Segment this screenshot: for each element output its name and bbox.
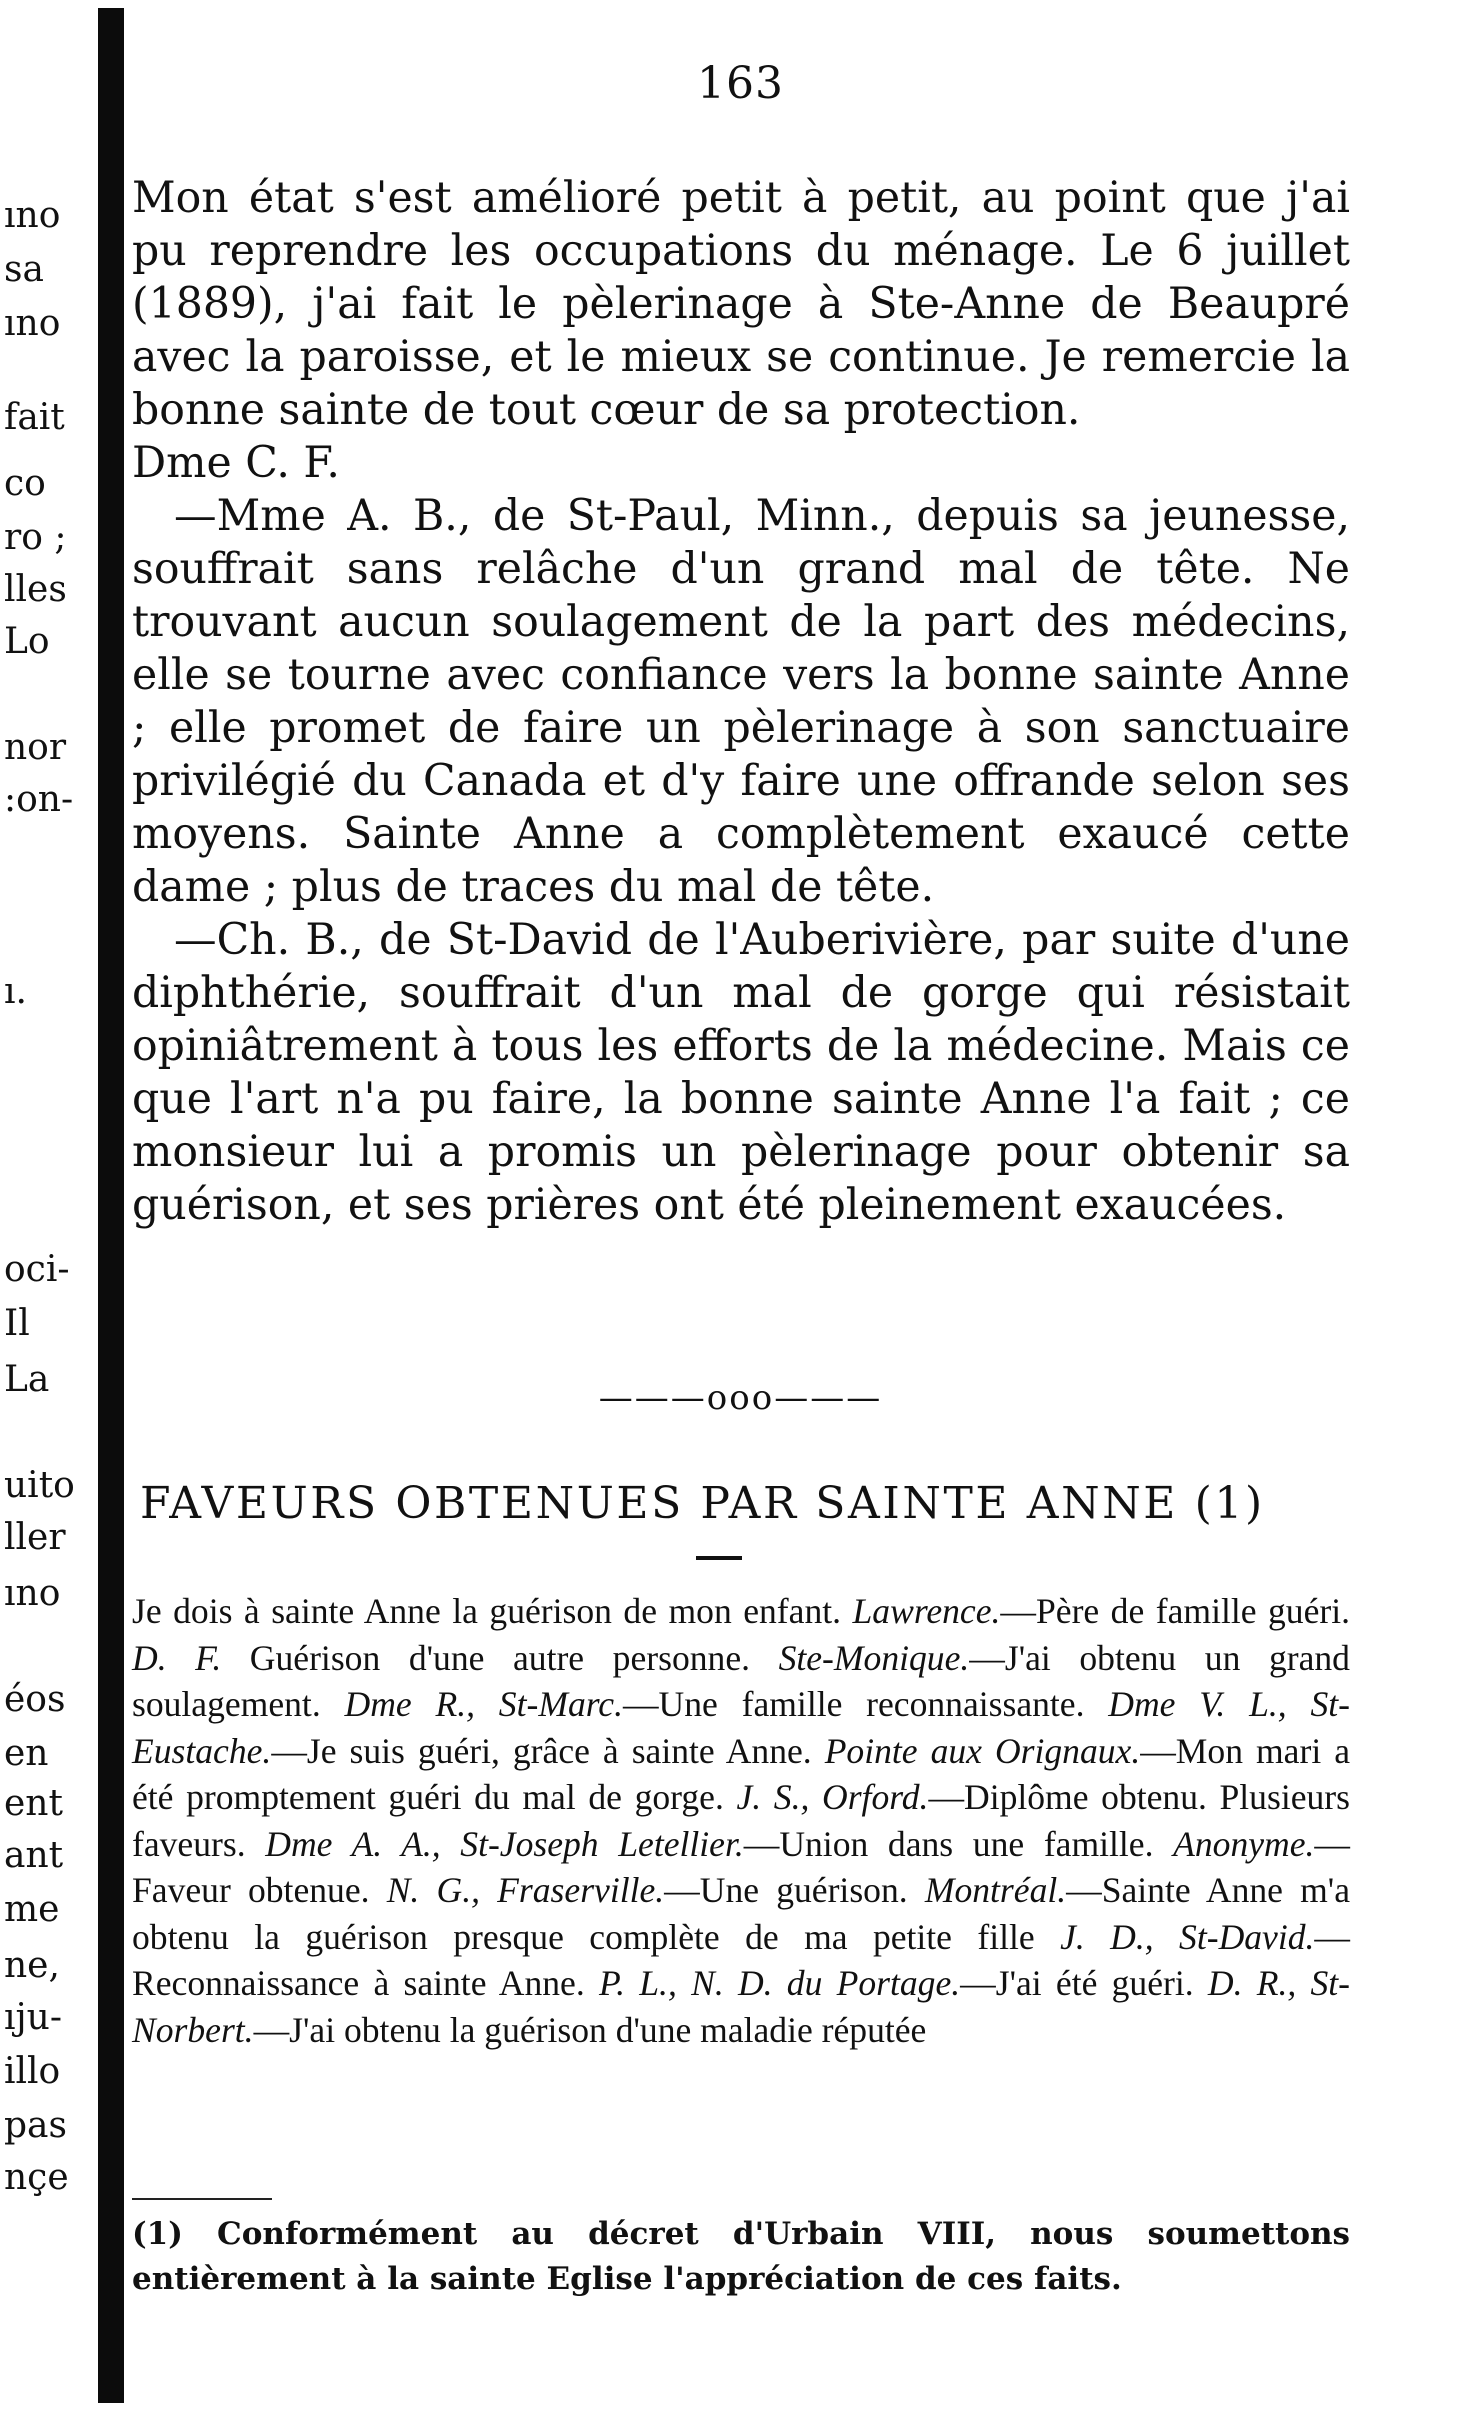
margin-fragment: nçe: [4, 2158, 69, 2198]
margin-fragment: ı.: [4, 972, 27, 1012]
margin-fragment: lles: [4, 570, 67, 610]
favor-source: Lawrence.: [852, 1591, 1001, 1631]
margin-fragment: La: [4, 1360, 50, 1400]
footnote: (1) Conformément au décret d'Urbain VIII, nous soumettons entièrement à la sainte Eglise l'appréciation de ces faits.: [132, 2216, 1350, 2297]
margin-fragment: :on-: [4, 780, 74, 820]
margin-fragment: oci-: [4, 1250, 70, 1290]
favor-text: —Faveur obtenue.: [132, 1823, 1350, 1910]
favor-text: —Une guérison.: [664, 1870, 925, 1910]
margin-fragment: ant: [4, 1836, 64, 1876]
favor-text: —J'ai obtenu la guérison d'une maladie réputée: [253, 2009, 927, 2050]
testimonies-block: [132, 172, 1350, 1232]
page-number: 163: [697, 58, 784, 109]
testimony-1-signature: Dme C. F.: [132, 438, 340, 488]
favor-source: D. F.: [132, 1637, 222, 1678]
facing-page-margin: [0, 0, 96, 2409]
margin-fragment: uito: [4, 1466, 75, 1506]
title-underline-dash: [696, 1556, 742, 1560]
favor-text: —Reconnaissance à sainte Anne.: [132, 1916, 1350, 2003]
favor-text: Je dois à sainte Anne la guérison de mon enfant.: [132, 1591, 853, 1631]
favors-paragraph: [132, 1588, 1350, 2053]
margin-fragment: ller: [4, 1518, 66, 1558]
margin-fragment: ne,: [4, 1946, 60, 1986]
margin-fragment: en: [4, 1734, 49, 1774]
favor-source: Ste-Monique.: [778, 1637, 970, 1678]
margin-fragment: ıno: [4, 1574, 61, 1614]
favor-text: —Sainte Anne m'a obtenu la guérison presque complète de ma petite fille: [132, 1870, 1350, 1957]
section-separator: ———ooo———: [598, 1378, 883, 1418]
favor-source: Anonyme.: [1173, 1823, 1315, 1864]
margin-fragment: ıno: [4, 196, 61, 236]
testimony-1: Mon état s'est amélioré petit à petit, au point que j'ai pu reprendre les occupations du ménage. Le 6 juillet (1889), j'ai fait le pèlerinage à Ste-Anne de Beaupré avec la paroisse, et le mieux se continue. Je remercie la bonne sainte de tout cœur de sa protection.: [132, 173, 1350, 435]
margin-fragment: éos: [4, 1680, 66, 1720]
binding-gutter: [98, 8, 124, 2403]
margin-fragment: Il: [4, 1304, 30, 1344]
favor-source: Dme A. A., St-Joseph Letellier.: [265, 1823, 744, 1864]
favor-source: D. R., St-Norbert.: [132, 1963, 1351, 2050]
section-title: FAVEURS OBTENUES PAR SAINTE ANNE (1): [140, 1478, 1265, 1529]
favor-text: Guérison d'une autre personne.: [221, 1637, 779, 1678]
margin-fragment: ıju-: [4, 1998, 63, 2038]
favor-text: —J'ai été guéri.: [960, 1963, 1208, 2003]
margin-fragment: ıno: [4, 304, 61, 344]
margin-fragment: ro ;: [4, 518, 67, 558]
testimony-2: —Mme A. B., de St-Paul, Minn., depuis sa jeunesse, souffrait sans relâche d'un grand mal de tête. Ne trouvant aucun soulagement de la part des médecins, elle se tourne avec confiance vers la bonne sainte Anne ; elle promet de faire un pèlerinage à son sanctuaire privilégié du Canada et d'y faire une offrande selon ses moyens. Sainte Anne a complètement exaucé cette dame ; plus de traces du mal de tête.: [132, 491, 1350, 912]
favor-text: —Diplôme obtenu. Plusieurs faveurs.: [132, 1777, 1350, 1864]
favor-text: —Je suis guéri, grâce à sainte Anne.: [271, 1730, 825, 1771]
margin-fragment: illo: [4, 2052, 61, 2092]
margin-fragment: co: [4, 464, 46, 504]
footnote-rule: [132, 2198, 272, 2200]
favor-source: J. S., Orford.: [736, 1777, 929, 1817]
margin-fragment: me: [4, 1890, 60, 1930]
margin-fragment: ent: [4, 1784, 63, 1824]
favor-source: Dme V. L., St-Eustache.: [132, 1684, 1350, 1771]
favor-source: Dme R., St-Marc.: [344, 1684, 623, 1724]
favor-text: —Une famille reconnaissante.: [622, 1684, 1109, 1724]
margin-fragment: nor: [4, 728, 67, 768]
testimony-3: —Ch. B., de St-David de l'Auberivière, par suite d'une diphthérie, souffrait d'un mal de gorge qui résistait opiniâtrement à tous les efforts de la médecine. Mais ce que l'art n'a pu faire, la bonne sainte Anne l'a fait ; ce monsieur lui a promis un pèlerinage pour obtenir sa guérison, et ses prières ont été pleinement exaucées.: [132, 915, 1350, 1230]
margin-fragment: fait: [4, 398, 65, 438]
favor-source: Pointe aux Orignaux.: [824, 1730, 1141, 1771]
margin-fragment: pas: [4, 2106, 67, 2146]
favor-text: —Union dans une famille.: [743, 1823, 1174, 1864]
favor-source: N. G., Fraserville.: [386, 1870, 665, 1910]
favor-text: —Mon mari a été promptement guéri du mal de gorge.: [132, 1730, 1351, 1817]
favor-text: —J'ai obtenu un grand soulagement.: [132, 1637, 1350, 1724]
favor-source: P. L., N. D. du Portage.: [598, 1963, 961, 2003]
margin-fragment: sa: [4, 250, 44, 290]
favor-text: —Père de famille guéri.: [1000, 1591, 1350, 1631]
margin-fragment: Lo: [4, 622, 50, 662]
favor-source: J. D., St-David.: [1060, 1916, 1315, 1957]
favor-source: Montréal.: [924, 1870, 1067, 1910]
favors-block: [132, 1588, 1350, 2053]
